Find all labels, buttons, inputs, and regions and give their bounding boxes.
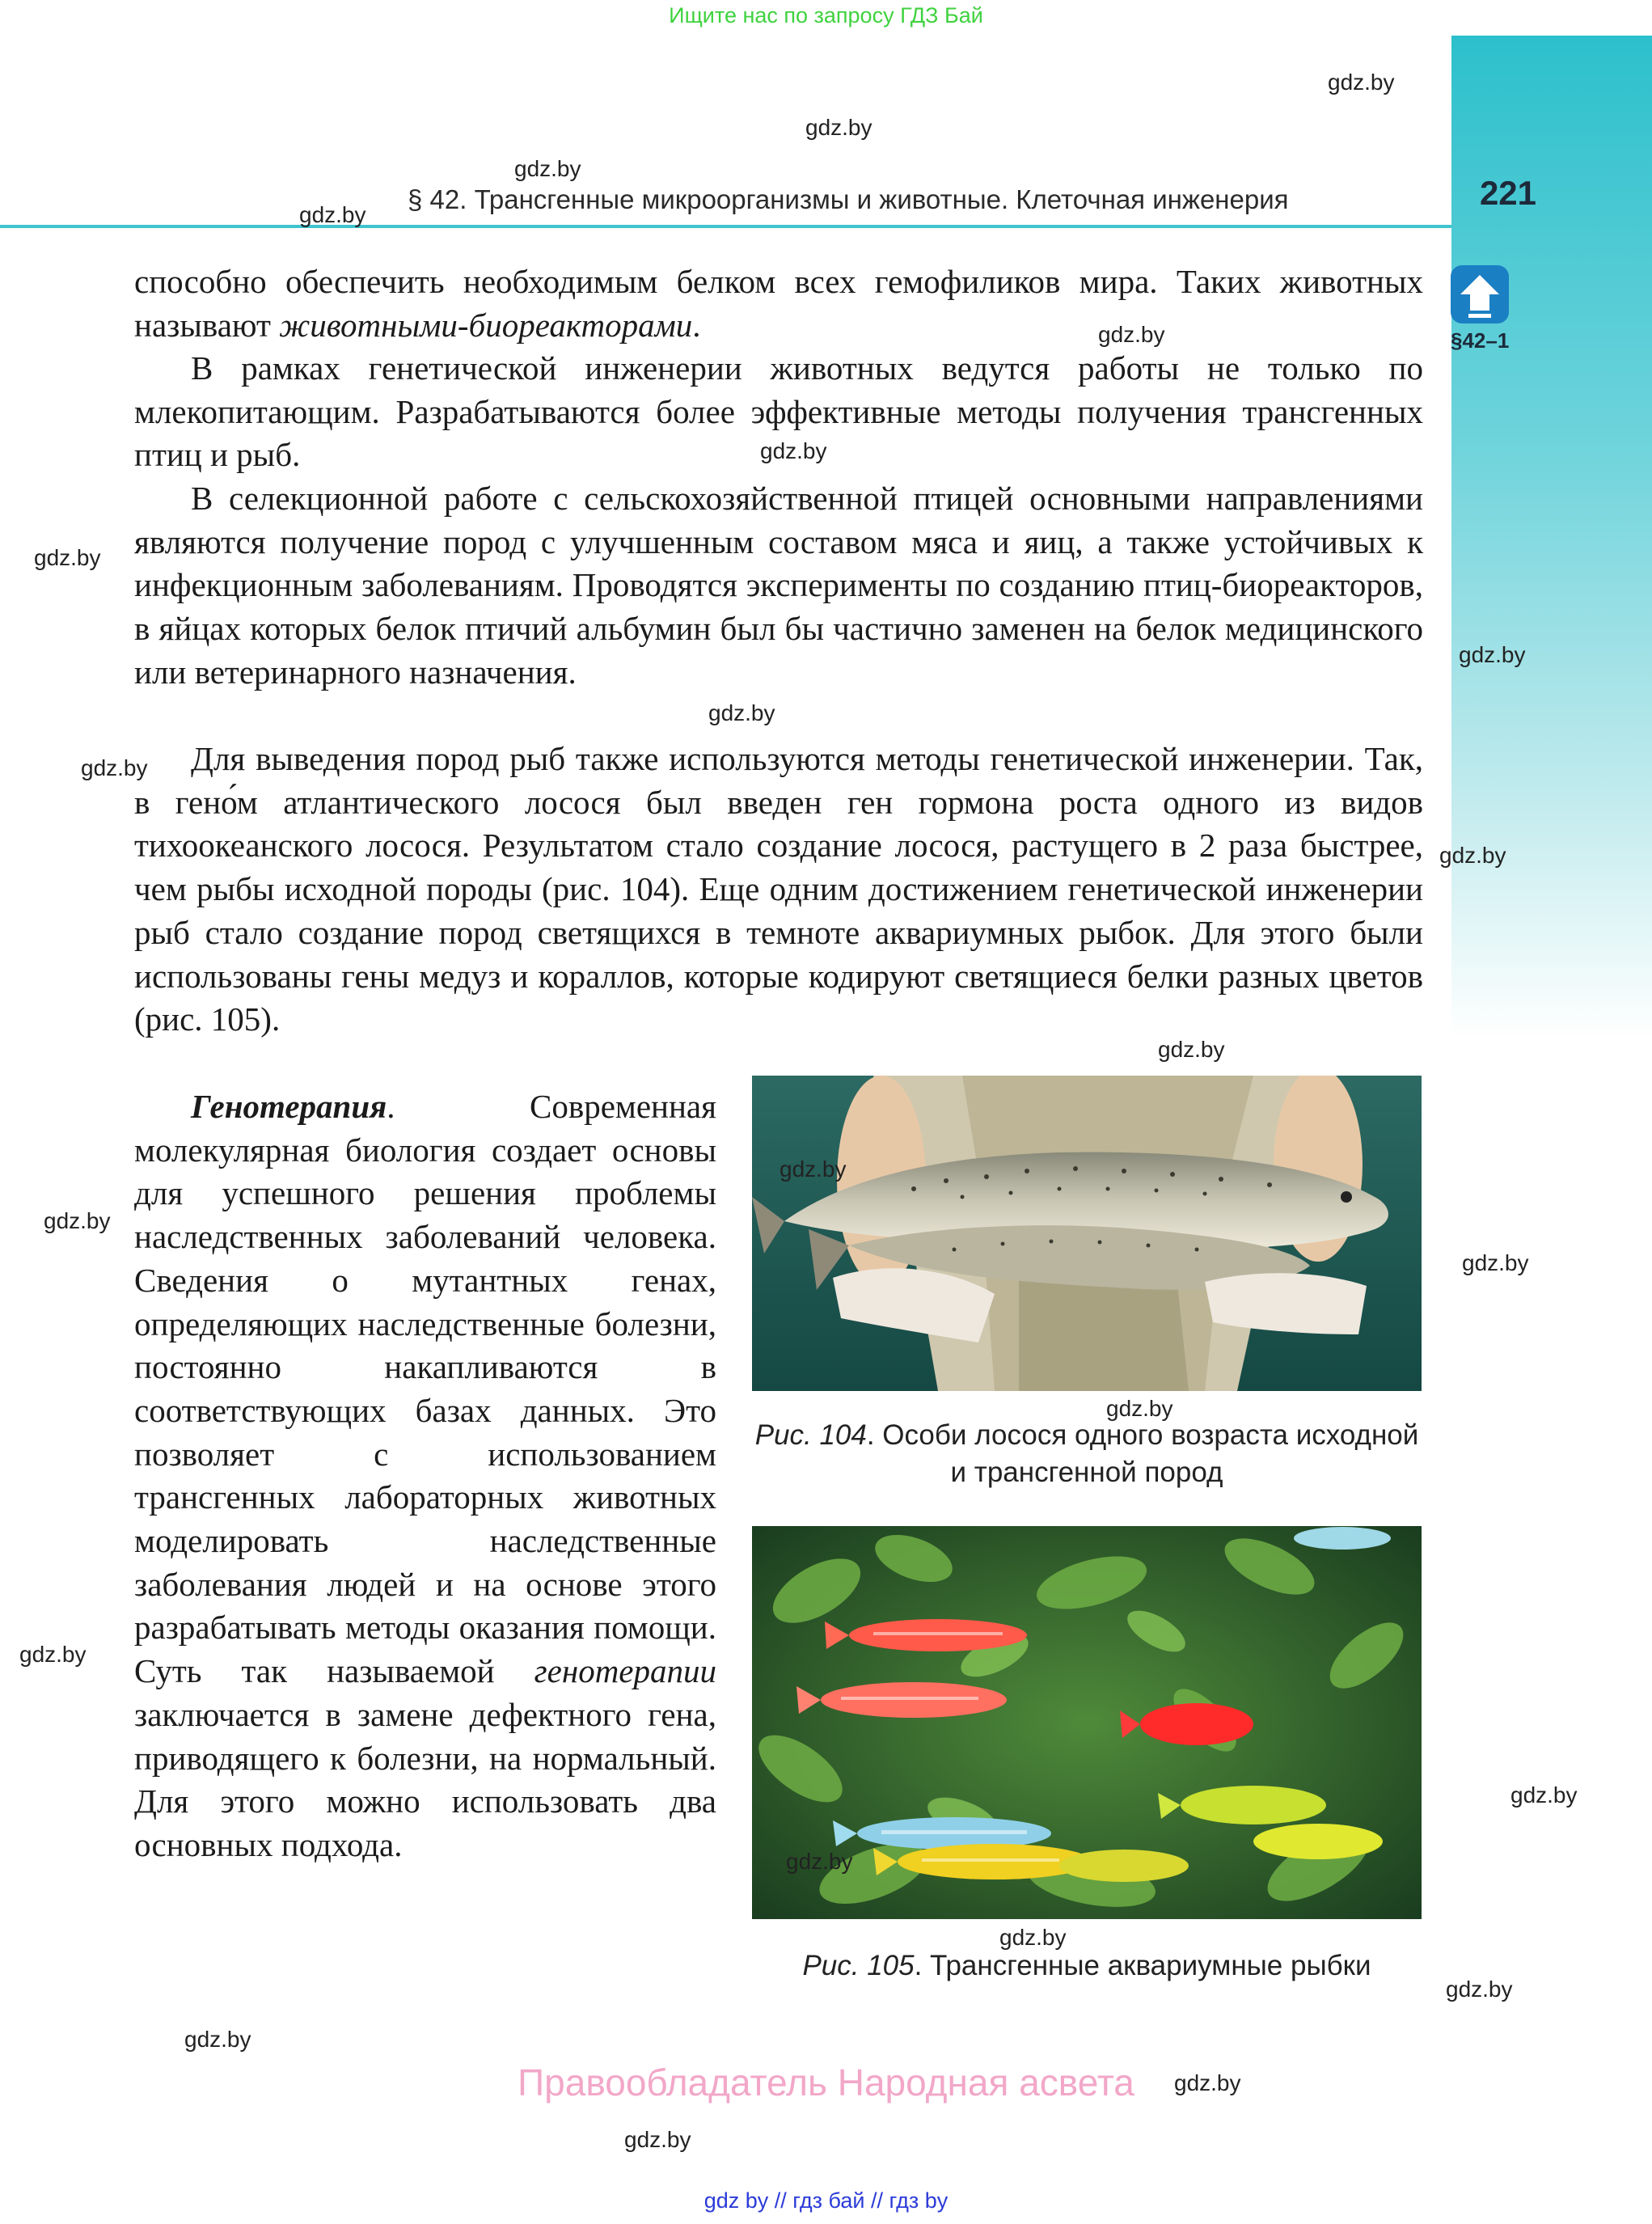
figure-105-caption: Рис. 105. Трансгенные аквариумные рыбки (802, 1950, 1371, 1981)
top-promo-text: Ищите нас по запросу ГДЗ Бай (669, 3, 983, 27)
term-gene-therapy: Генотерапия (191, 1088, 387, 1125)
paragraph-4: Для выведения пород рыб также используются методы генетической инженерии. Так, в гено́м атлантического лосося был введен ген гормона роста одного из видов тихоокеанского лосося. Результатом стало создание лосося, растущего в 2 раза быстрее, чем рыбы исходной породы (рис. 104). Еще одним достижением генетической инженерии рыб стало создание пород светящихся в темноте аквариумных рыбок. Для этого были использованы гены медуз и кораллов, которые кодируют светящиеся белки разных цветов (рис. 105). (134, 740, 1423, 1038)
page-number: 221 (1479, 174, 1537, 212)
watermark: gdz.by (805, 115, 872, 140)
watermark: gdz.by (19, 1642, 87, 1667)
watermark: gdz.by (299, 202, 366, 227)
watermark: gdz.by (999, 1925, 1067, 1950)
watermark: gdz.by (1098, 322, 1165, 347)
watermark: gdz.by (786, 1849, 853, 1874)
bottom-links[interactable]: gdz by // гдз бай // гдз by (703, 2188, 949, 2213)
watermark: gdz.by (44, 1208, 111, 1233)
watermark: gdz.by (760, 438, 827, 463)
watermark: gdz.by (1158, 1037, 1225, 1062)
paragraph-5: Генотерапия. Современная молекулярная биология создает основы для успешного решения проблемы наследственных заболеваний человека. Сведения о мутантных генах, определяющих наследственные болезни, постоянно накапливаются в соответствующих базах данных. Это позволяет с использованием трансгенных лабораторных животных моделировать наследственные заболевания людей и на основе этого разрабатывать методы оказания помощи. Суть так называемой генотерапии заключается в замене дефектного гена, приводящего к болезни, на нормальный. Для этого можно использовать два основных подхода. (134, 1088, 716, 1863)
term-bioreactor: животными-биореакторами (279, 306, 693, 344)
paragraph-3: В селекционной работе с сельскохозяйственной птицей основными направлениями являются получение пород с улучшенным составом мяса и яиц, а также устойчивых к инфекционным заболеваниям. Проводятся эксперименты по созданию птиц-биореакторов, в яйцах которых белок птичий альбумин был бы частично заменен на белок медицинского или ветеринарного назначения. (134, 480, 1423, 691)
watermark: gdz.by (708, 700, 775, 725)
paragraph-1: способно обеспечить необходимым белком всех гемофиликов мира. Таких животных называют животными-биореакторами. (134, 263, 1423, 344)
watermark: gdz.by (780, 1156, 847, 1182)
watermark: gdz.by (1174, 2070, 1241, 2095)
section-title: § 42. Трансгенные микроорганизмы и животные. Клеточная инженерия (408, 184, 1289, 214)
watermark: gdz.by (184, 2027, 251, 2052)
watermark: gdz.by (1446, 1977, 1513, 2002)
watermark: gdz.by (1328, 70, 1395, 95)
watermark: gdz.by (624, 2127, 691, 2152)
header-divider (0, 225, 1451, 228)
section-ref-label[interactable]: §42–1 (1451, 328, 1510, 353)
watermark: gdz.by (1510, 1782, 1578, 1808)
watermark: gdz.by (1439, 843, 1506, 868)
watermark: gdz.by (1459, 642, 1526, 667)
publisher-footer: Правообладатель Народная асвета (518, 2061, 1134, 2103)
watermark: gdz.by (81, 755, 148, 780)
watermark: gdz.by (514, 156, 581, 181)
figure-104-salmon-photo (752, 1076, 1422, 1391)
watermark: gdz.by (1462, 1250, 1529, 1275)
term-gene-therapy-2: генотерапии (534, 1652, 716, 1690)
watermark: gdz.by (34, 545, 101, 570)
watermark: gdz.by (1106, 1396, 1173, 1421)
paragraph-2: В рамках генетической инженерии животных ведутся работы не только по млекопитающим. Разрабатываются более эффективные методы получения трансгенных птиц и рыб. (134, 349, 1423, 474)
figure-104-caption: Рис. 104. Особи лосося одного возраста исходной и трансгенной пород (754, 1419, 1419, 1488)
home-arrow-icon[interactable] (1451, 265, 1509, 323)
